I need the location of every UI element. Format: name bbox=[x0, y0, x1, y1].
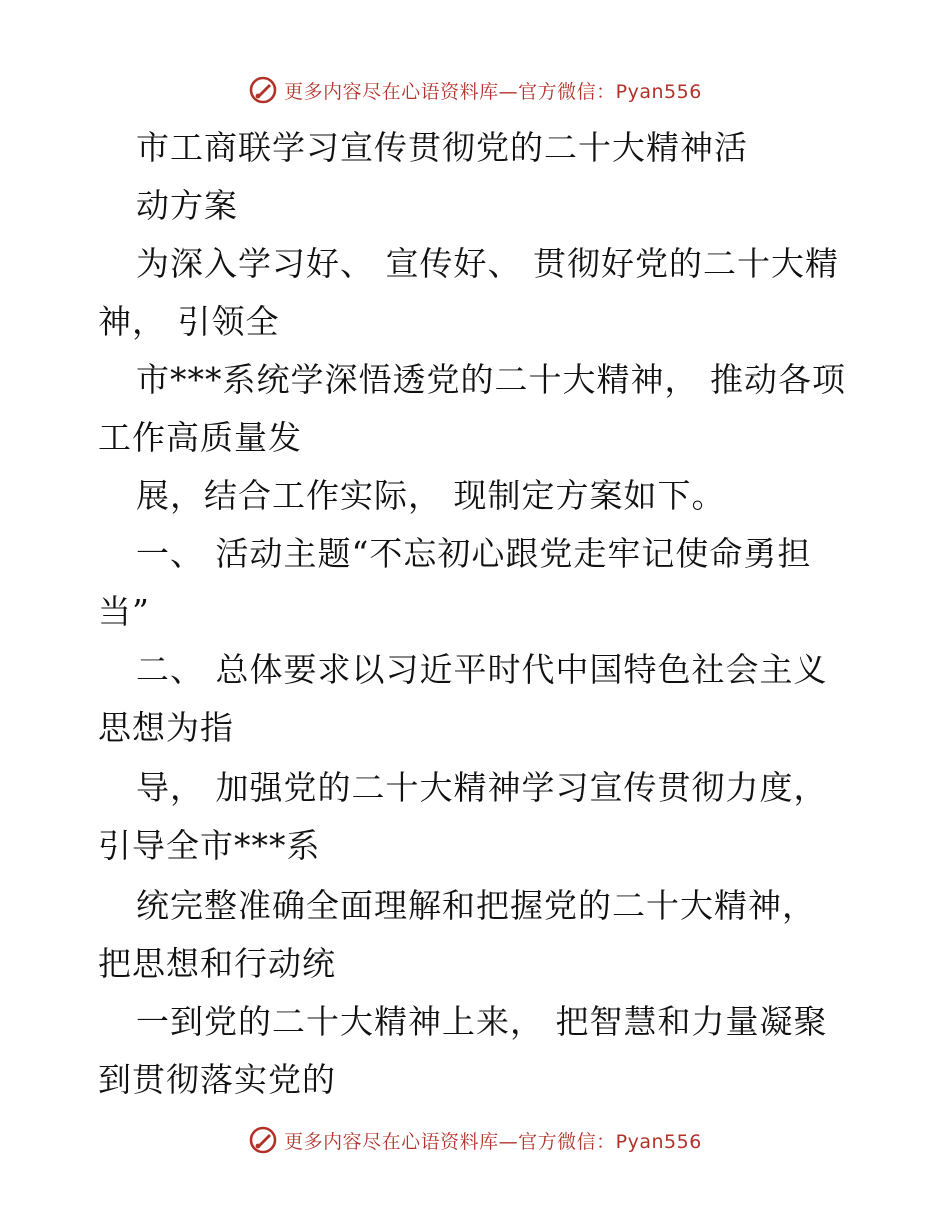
paragraph-line: 市***系统学深悟透党的二十大精神， 推动各项 bbox=[136, 360, 846, 399]
brush-circle-icon bbox=[248, 1125, 278, 1155]
paragraph-line: 展，结合工作实际， 现制定方案如下。 bbox=[136, 476, 726, 515]
paragraph-line: 神， 引领全 bbox=[98, 302, 280, 341]
paragraph-line: 统完整准确全面理解和把握党的二十大精神， bbox=[136, 886, 816, 925]
paragraph-line: 思想为指 bbox=[98, 708, 234, 747]
paragraph-line: 引导全市***系 bbox=[98, 826, 321, 865]
doc-title-line-1: 市工商联学习宣传贯彻党的二十大精神活 bbox=[136, 128, 748, 167]
paragraph-line: 把思想和行动统 bbox=[98, 944, 336, 983]
paragraph-line: 为深入学习好、 宣传好、 贯彻好党的二十大精 bbox=[136, 244, 839, 283]
watermark-text: 更多内容尽在心语资料库—官方微信：Pyan556 bbox=[284, 80, 702, 103]
paragraph-line: 当” bbox=[98, 592, 150, 631]
paragraph-line: 一到党的二十大精神上来， 把智慧和力量凝聚 bbox=[136, 1002, 828, 1041]
section-heading-line: 二、 总体要求以习近平时代中国特色社会主义 bbox=[136, 650, 828, 689]
section-heading-line: 一、 活动主题“不忘初心跟党走牢记使命勇担 bbox=[136, 534, 812, 573]
paragraph-line: 到贯彻落实党的 bbox=[98, 1060, 336, 1099]
paragraph-line: 导， 加强党的二十大精神学习宣传贯彻力度， bbox=[136, 768, 828, 807]
watermark-text: 更多内容尽在心语资料库—官方微信：Pyan556 bbox=[284, 1130, 702, 1153]
watermark-footer bbox=[0, 1120, 950, 1160]
paragraph-line: 工作高质量发 bbox=[98, 418, 302, 457]
doc-title-line-2: 动方案 bbox=[136, 186, 238, 225]
